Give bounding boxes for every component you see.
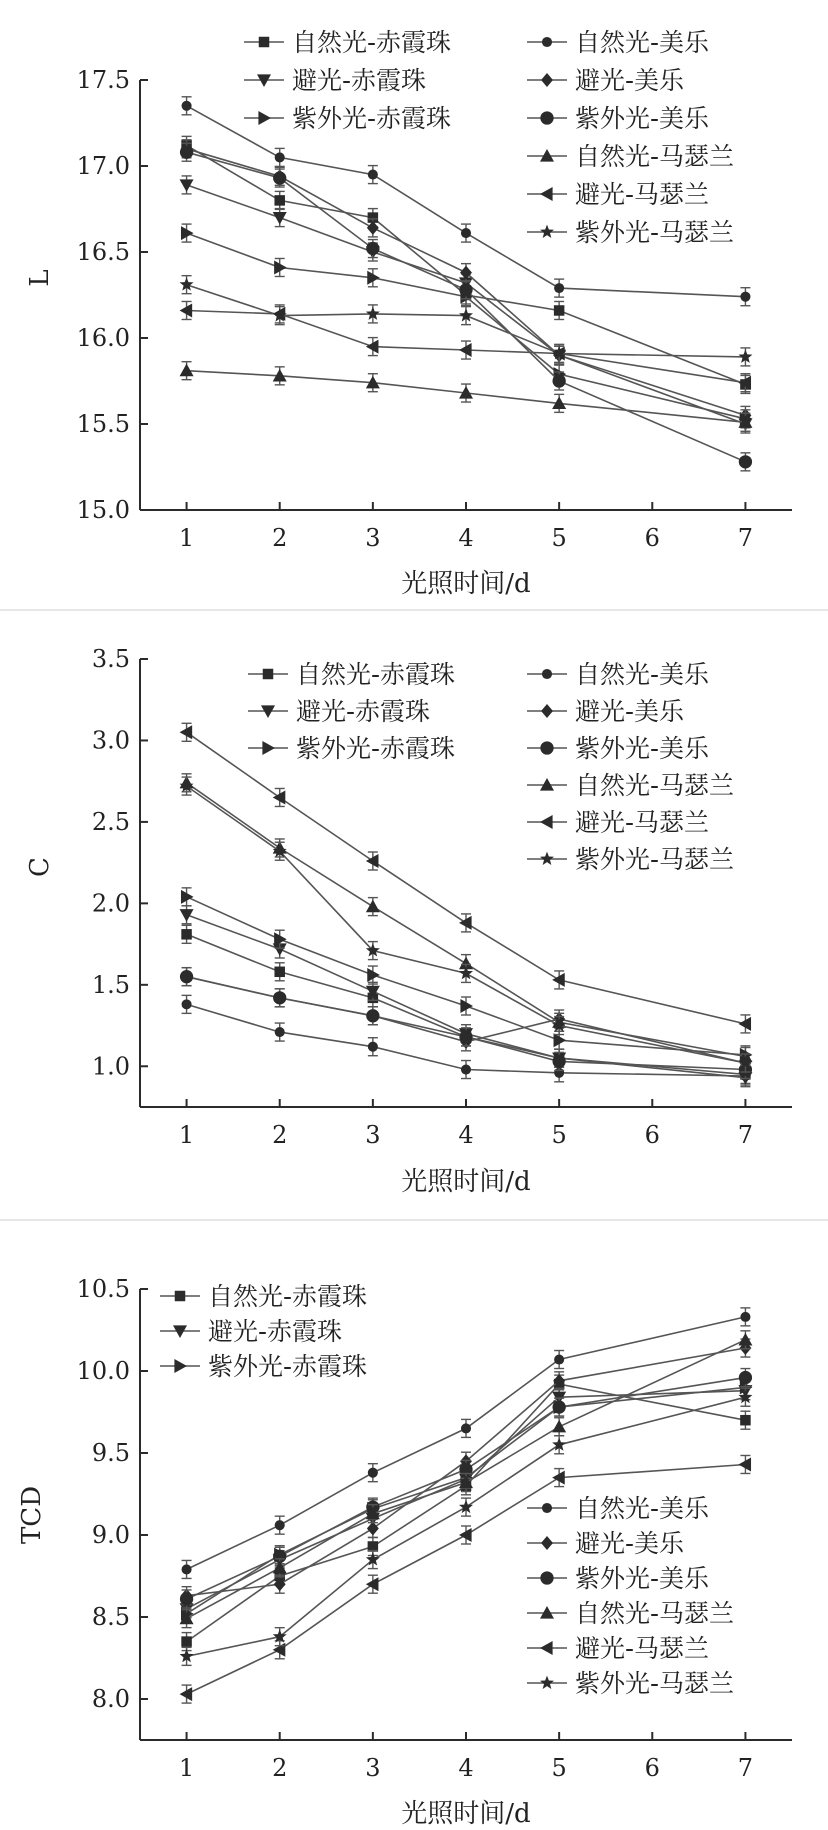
legend-label: 紫外光-赤霞珠: [296, 734, 456, 763]
data-point: [739, 1371, 752, 1384]
y-tick-label: 3.0: [91, 726, 130, 755]
data-point: [554, 305, 565, 316]
legend-item: [527, 1564, 710, 1593]
legend-item: [527, 180, 709, 209]
legend-marker: [540, 225, 554, 238]
data-point: [181, 929, 192, 940]
legend-label: 紫外光-美乐: [575, 1564, 710, 1593]
y-tick-label: 10.5: [76, 1275, 130, 1303]
legend-label: 紫外光-美乐: [575, 734, 710, 763]
legend-marker: [541, 1536, 553, 1550]
legend-marker: [175, 1291, 186, 1302]
data-point: [459, 283, 472, 296]
data-point: [366, 900, 380, 913]
data-point: [554, 1354, 564, 1364]
x-tick-label: 5: [551, 1121, 567, 1149]
legend-label: 避光-赤霞珠: [208, 1317, 343, 1346]
legend-item: [527, 1669, 734, 1698]
x-tick-label: 7: [737, 1121, 754, 1149]
panel-divider: [0, 1219, 828, 1221]
data-point: [460, 999, 473, 1013]
x-axis-title: 光照时间/d: [401, 569, 531, 599]
data-point: [274, 195, 285, 206]
series-6: [180, 362, 753, 432]
y-tick-label: 1.5: [91, 970, 130, 999]
y-tick-label: 1.0: [91, 1052, 130, 1081]
panel-divider: [0, 609, 828, 611]
legend-marker: [542, 669, 552, 679]
x-tick-label: 5: [551, 524, 567, 552]
legend-label: 自然光-马瑟兰: [575, 142, 735, 171]
legend-item: [248, 734, 455, 763]
data-point: [554, 283, 564, 293]
legend-item: [160, 1282, 367, 1311]
legend-marker: [541, 73, 553, 87]
legend-label: 紫外光-马瑟兰: [575, 218, 735, 247]
chart-tcd-panel: [0, 1222, 828, 1828]
legend-label: 避光-美乐: [575, 1529, 685, 1558]
series-line: [187, 977, 746, 1070]
data-point: [180, 1592, 193, 1605]
y-tick-label: 17.0: [76, 152, 130, 180]
x-tick-label: 3: [365, 524, 381, 552]
legend-item: [527, 28, 710, 57]
data-point: [273, 212, 287, 225]
y-tick-label: 2.0: [91, 889, 130, 918]
y-axis-title: TCD: [17, 1485, 47, 1545]
data-point: [459, 1030, 472, 1043]
data-point: [461, 1423, 471, 1433]
data-point: [273, 171, 286, 184]
legend-label: 避光-赤霞珠: [296, 697, 431, 726]
y-tick-label: 15.0: [76, 496, 130, 524]
data-point: [367, 221, 379, 235]
data-point: [275, 1027, 285, 1037]
legend-label: 避光-美乐: [575, 66, 685, 95]
legend-marker: [259, 37, 270, 48]
legend-item: [248, 660, 455, 689]
series-3: [181, 968, 752, 1072]
data-point: [182, 1564, 192, 1574]
data-point: [740, 1312, 750, 1322]
data-point: [274, 967, 285, 978]
x-axis-title: 光照时间/d: [401, 1167, 531, 1197]
legend-label: 自然光-美乐: [575, 1494, 710, 1523]
legend-label: 自然光-赤霞珠: [208, 1282, 368, 1311]
legend-item: [527, 104, 710, 133]
y-axis-title: C: [25, 857, 55, 877]
y-tick-label: 8.5: [91, 1603, 130, 1631]
legend-item: [527, 1494, 710, 1523]
y-tick-label: 3.5: [91, 645, 130, 673]
x-axis-title: 光照时间/d: [401, 1799, 531, 1828]
legend-item: [527, 697, 685, 726]
data-point: [182, 101, 192, 111]
data-point: [180, 179, 194, 192]
legend: [244, 28, 451, 133]
x-tick-label: 7: [737, 1754, 754, 1782]
legend-marker: [540, 111, 553, 124]
legend-label: 紫外光-美乐: [575, 104, 710, 133]
x-tick-label: 7: [737, 524, 754, 552]
x-tick-label: 2: [272, 1121, 288, 1149]
legend-item: [160, 1317, 342, 1346]
legend-marker: [542, 1503, 552, 1513]
x-tick-label: 3: [365, 1121, 381, 1149]
legend-marker: [263, 669, 274, 680]
legend-label: 避光-马瑟兰: [575, 808, 710, 837]
data-point: [366, 1009, 379, 1022]
legend-marker: [540, 815, 553, 829]
x-tick-label: 6: [644, 1121, 660, 1149]
legend-marker: [542, 37, 552, 47]
legend-label: 紫外光-赤霞珠: [208, 1352, 368, 1381]
legend-item: [244, 28, 451, 57]
legend-label: 紫外光-赤霞珠: [292, 104, 452, 133]
x-tick-label: 3: [365, 1754, 381, 1782]
data-point: [182, 999, 192, 1009]
y-tick-label: 9.5: [91, 1439, 130, 1467]
data-point: [273, 991, 286, 1004]
data-point: [461, 1064, 471, 1074]
legend-marker: [540, 1571, 553, 1584]
legend-item: [527, 845, 734, 874]
legend-item: [527, 1599, 734, 1628]
data-point: [552, 1400, 565, 1413]
y-tick-label: 8.0: [91, 1685, 130, 1713]
y-axis-title: L: [25, 269, 55, 287]
chart-c-panel: [0, 612, 828, 1218]
x-tick-label: 1: [178, 1754, 195, 1782]
data-point: [181, 1636, 192, 1647]
legend-item: [244, 66, 426, 95]
legend-marker: [540, 1641, 553, 1655]
data-point: [180, 364, 194, 377]
data-point: [552, 1055, 565, 1068]
data-point: [275, 152, 285, 162]
data-point: [740, 1415, 751, 1426]
x-tick-label: 4: [458, 1754, 474, 1782]
x-tick-label: 6: [644, 524, 660, 552]
legend-label: 避光-美乐: [575, 697, 685, 726]
y-tick-label: 10.0: [76, 1357, 130, 1385]
data-point: [274, 260, 287, 274]
legend-label: 自然光-马瑟兰: [575, 1599, 735, 1628]
legend-label: 自然光-马瑟兰: [575, 771, 735, 800]
x-tick-label: 2: [272, 1754, 288, 1782]
data-point: [275, 1520, 285, 1530]
legend-label: 避光-赤霞珠: [292, 66, 427, 95]
legend: [160, 1282, 367, 1381]
data-point: [180, 146, 193, 159]
y-tick-label: 16.5: [76, 238, 130, 266]
legend: [527, 660, 734, 874]
legend-item: [527, 808, 709, 837]
y-tick-label: 15.5: [76, 410, 130, 438]
legend-label: 紫外光-马瑟兰: [575, 845, 735, 874]
data-point: [552, 1420, 566, 1433]
legend: [248, 660, 455, 763]
legend: [527, 1494, 734, 1698]
data-point: [552, 374, 565, 387]
data-point: [739, 455, 752, 468]
legend-marker: [174, 1359, 187, 1373]
legend-marker: [540, 187, 553, 201]
x-tick-label: 6: [644, 1754, 660, 1782]
y-tick-label: 2.5: [91, 807, 130, 836]
data-point: [461, 228, 471, 238]
legend-marker: [540, 1676, 554, 1689]
legend-label: 避光-马瑟兰: [575, 180, 710, 209]
x-tick-label: 4: [458, 1121, 474, 1149]
legend-item: [527, 1529, 685, 1558]
legend-label: 自然光-赤霞珠: [292, 28, 452, 57]
x-tick-label: 1: [178, 1121, 195, 1149]
x-tick-label: 1: [178, 524, 195, 552]
legend-label: 自然光-美乐: [575, 660, 710, 689]
data-point: [180, 909, 194, 922]
series-7: [180, 723, 751, 1033]
legend-marker: [541, 704, 553, 718]
data-point: [366, 242, 379, 255]
legend-marker: [540, 741, 553, 754]
legend: [527, 28, 734, 247]
legend-item: [527, 771, 734, 800]
data-point: [740, 292, 750, 302]
legend-item: [527, 218, 734, 247]
y-tick-label: 16.0: [76, 324, 130, 352]
legend-label: 避光-马瑟兰: [575, 1634, 710, 1663]
data-point: [367, 1521, 379, 1535]
legend-label: 自然光-赤霞珠: [296, 660, 456, 689]
x-tick-label: 4: [458, 524, 474, 552]
legend-item: [248, 697, 430, 726]
x-tick-label: 2: [272, 524, 288, 552]
y-tick-label: 9.0: [91, 1521, 130, 1549]
legend-label: 紫外光-马瑟兰: [575, 1669, 735, 1698]
data-point: [368, 1042, 378, 1052]
legend-item: [527, 734, 710, 763]
legend-marker: [540, 852, 554, 865]
legend-item: [244, 104, 451, 133]
legend-item: [527, 1634, 709, 1663]
y-tick-label: 17.5: [76, 66, 130, 94]
x-tick-label: 5: [551, 1754, 567, 1782]
data-point: [368, 1468, 378, 1478]
legend-marker: [262, 741, 275, 755]
legend-label: 自然光-美乐: [575, 28, 710, 57]
chart-l-panel: [0, 0, 828, 608]
legend-item: [527, 66, 685, 95]
legend-item: [527, 142, 734, 171]
data-point: [180, 970, 193, 983]
data-point: [368, 170, 378, 180]
legend-item: [160, 1352, 367, 1381]
legend-item: [527, 660, 710, 689]
legend-marker: [258, 111, 271, 125]
